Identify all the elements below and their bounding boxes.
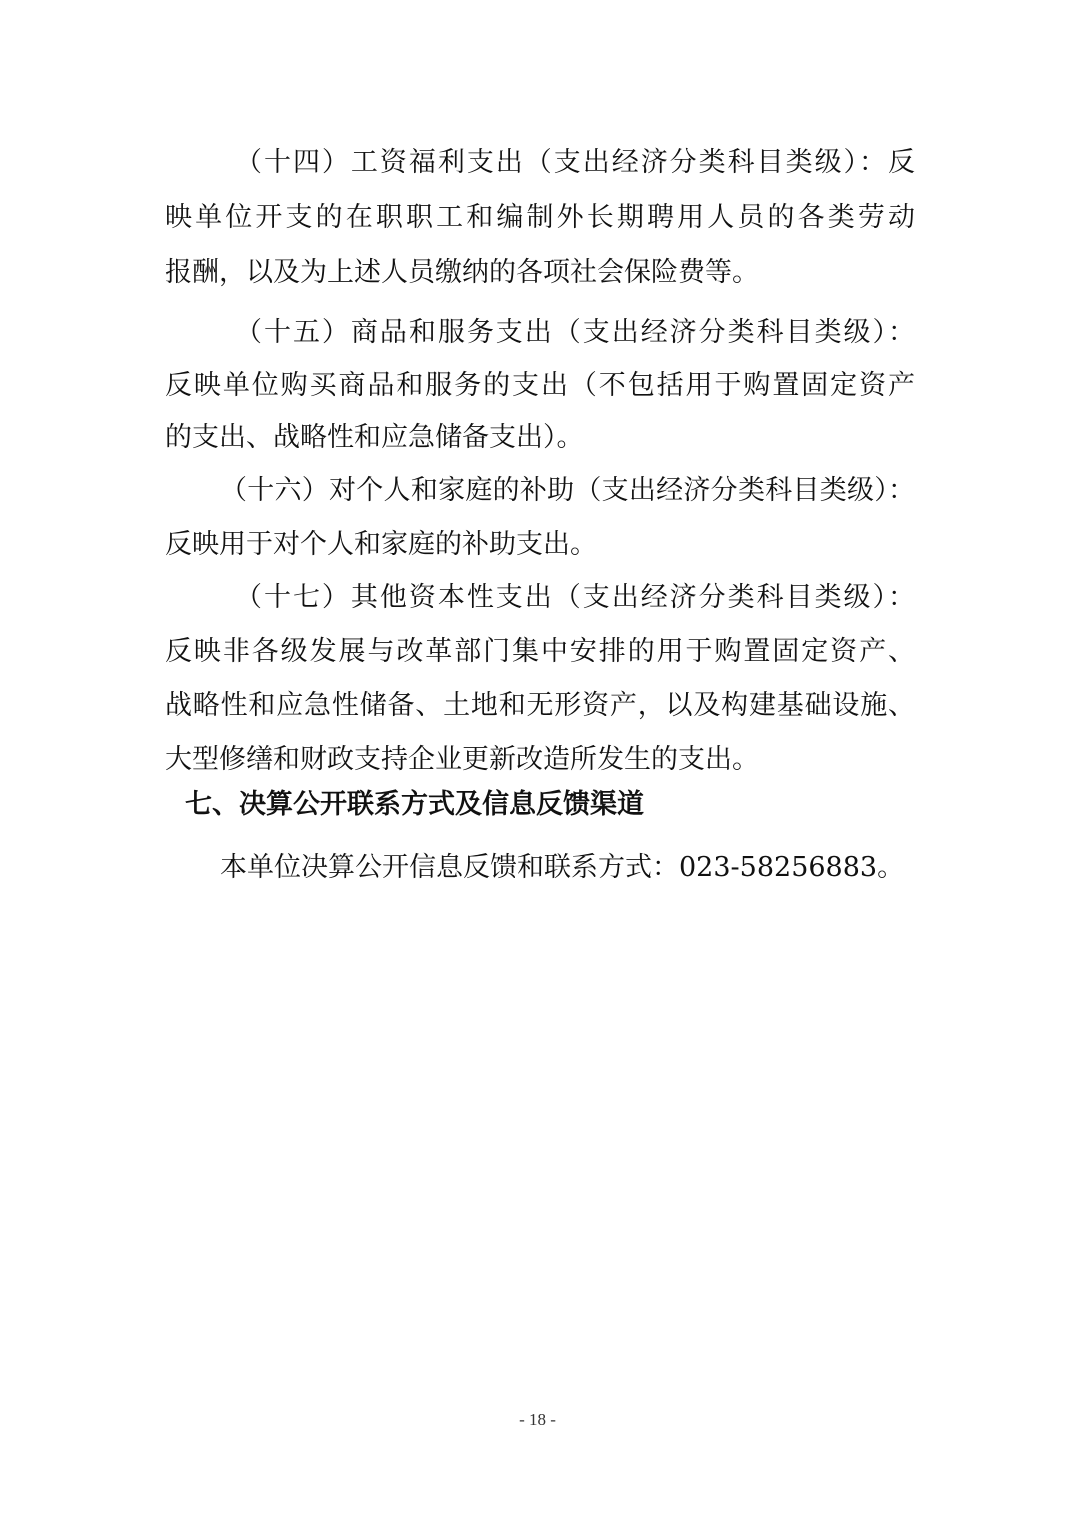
contact-info: 本单位决算公开信息反馈和联系方式：023-58256883。 [220, 852, 905, 883]
section-15-line-2: 反映单位购买商品和服务的支出（不包括用于购置固定资产 [165, 370, 915, 401]
section-17-line-4: 大型修缮和财政支持企业更新改造所发生的支出。 [165, 744, 759, 775]
section-14-line-3: 报酬，以及为上述人员缴纳的各项社会保险费等。 [165, 257, 759, 288]
section-16-line-2: 反映用于对个人和家庭的补助支出。 [165, 529, 597, 560]
section-14-line-1: （十四）工资福利支出（支出经济分类科目类级）：反 [235, 147, 915, 178]
section-16-line-1: （十六）对个人和家庭的补助（支出经济分类科目类级）： [220, 475, 915, 506]
section-17-line-3: 战略性和应急性储备、土地和无形资产，以及构建基础设施、 [165, 690, 915, 721]
section-heading: 七、决算公开联系方式及信息反馈渠道 [185, 789, 644, 820]
section-15-line-1: （十五）商品和服务支出（支出经济分类科目类级）： [235, 317, 915, 348]
section-14-line-2: 映单位开支的在职职工和编制外长期聘用人员的各类劳动 [165, 202, 915, 233]
section-17-line-2: 反映非各级发展与改革部门集中安排的用于购置固定资产、 [165, 636, 915, 667]
page-number: - 18 - [519, 1410, 556, 1429]
section-17-line-1: （十七）其他资本性支出（支出经济分类科目类级）： [235, 582, 915, 613]
section-15-line-3: 的支出、战略性和应急储备支出）。 [165, 422, 584, 453]
